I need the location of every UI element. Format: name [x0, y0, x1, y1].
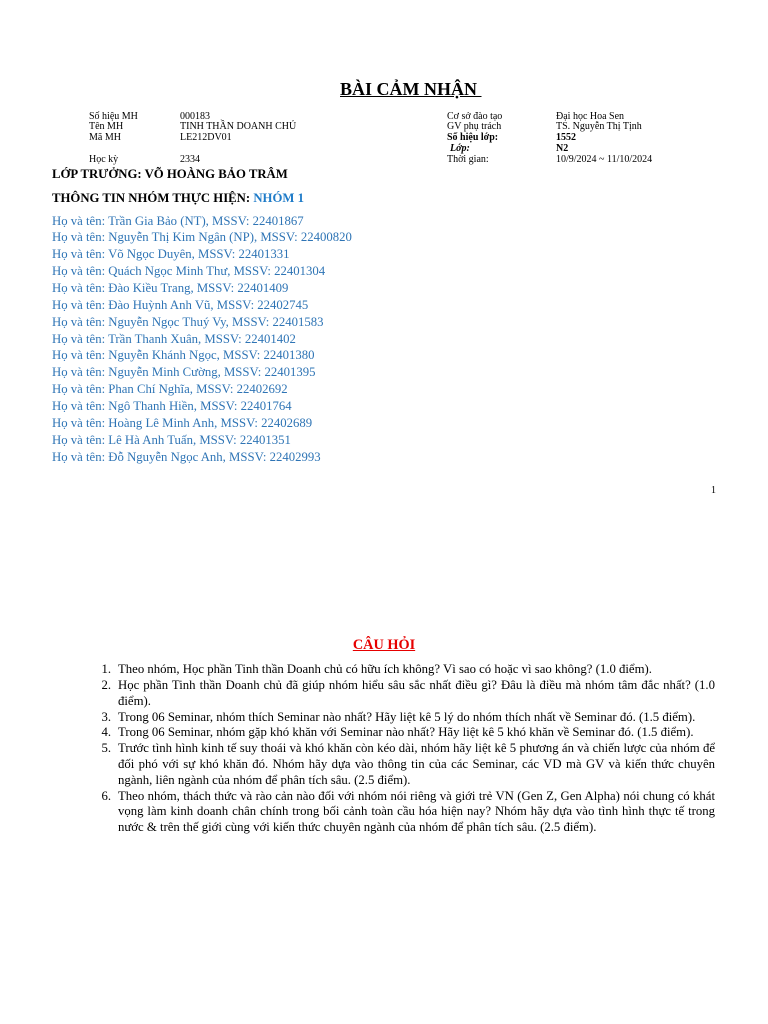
info-value: 2334 [180, 153, 200, 165]
course-info-left [89, 112, 296, 166]
question-text: Theo nhóm, thách thức và rào cản nào đối với nhóm nói riêng và giới trẻ VN (Gen Z, Gen Alpha) nói chung có khát vọng làm kinh doanh chân chính trong bối cảnh toàn cầu hóa hiện nay? Nhóm hãy dựa vào tình hình thực tế trong nước & trên thế giới cùng với kiến thức chuyên ngành của nhóm để phân tích sâu. (2.5 điểm). [118, 788, 715, 835]
question-number: 1. [101, 662, 111, 677]
info-label: Số hiệu lớp: [447, 132, 499, 144]
question-number: 5. [101, 741, 111, 756]
member-list [52, 213, 352, 466]
member-row: Họ và tên: Nguyễn Khánh Ngọc, MSSV: 22401380 [52, 348, 315, 363]
question-item [101, 709, 715, 726]
info-label: Mã MH [89, 132, 121, 144]
info-value: 1552 [556, 132, 576, 144]
info-row-period [447, 155, 652, 166]
info-label: Tên MH [89, 121, 124, 133]
info-value: Đại học Hoa Sen [556, 110, 625, 122]
class-leader: LỚP TRƯỞNG: VÕ HOÀNG BẢO TRÂM [52, 167, 288, 181]
question-text: Theo nhóm, Học phần Tinh thần Doanh chủ có hữu ích không? Vì sao có hoặc vì sao không? (1.0 điểm). [118, 662, 652, 677]
member-row: Họ và tên: Trần Gia Bảo (NT), MSSV: 22401867 [52, 213, 304, 228]
question-list [101, 662, 715, 836]
info-label: Học kỳ [89, 153, 119, 165]
group-heading-label: THÔNG TIN NHÓM THỰC HIỆN: [52, 191, 251, 205]
question-item [101, 788, 715, 836]
question-number: 2. [101, 677, 111, 692]
questions-heading: CÂU HỎI [352, 637, 416, 653]
question-item [101, 677, 715, 710]
question-number: 4. [101, 725, 111, 740]
member-row: Họ và tên: Võ Ngọc Duyên, MSSV: 22401331 [52, 247, 290, 262]
member-row: Họ và tên: Đào Kiều Trang, MSSV: 22401409 [52, 281, 289, 296]
question-number: 6. [101, 788, 111, 803]
group-name: NHÓM 1 [253, 191, 304, 205]
group-heading [52, 190, 304, 206]
question-number: 3. [101, 709, 111, 724]
member-row: Họ và tên: Ngô Thanh Hiền, MSSV: 22401764 [52, 399, 292, 414]
question-text: Học phần Tinh thần Doanh chủ đã giúp nhóm hiểu sâu sắc nhất điều gì? Đâu là điều mà nhóm tâm đắc nhất? (1.0 điểm). [118, 677, 715, 708]
question-item [101, 741, 715, 788]
member-row: Họ và tên: Đào Huỳnh Anh Vũ, MSSV: 22402745 [52, 297, 309, 312]
info-value: N2 [556, 142, 569, 154]
question-item [101, 662, 715, 678]
info-label: Thời gian: [447, 153, 489, 165]
question-item [101, 725, 715, 741]
info-value: TS. Nguyễn Thị Tịnh [556, 121, 642, 133]
member-row: Họ và tên: Nguyễn Thị Kim Ngân (NP), MSSV: 22400820 [52, 230, 352, 245]
page-number: 1 [711, 485, 716, 496]
info-label: Lớp: [450, 142, 470, 154]
member-row: Họ và tên: Phan Chí Nghĩa, MSSV: 22402692 [52, 382, 288, 397]
info-label: GV phụ trách [447, 121, 502, 133]
info-row-semester [89, 155, 296, 166]
member-row: Họ và tên: Đỗ Nguyễn Ngọc Anh, MSSV: 22402993 [52, 449, 321, 464]
question-text: Trước tình hình kinh tế suy thoái và khó khăn còn kéo dài, nhóm hãy liệt kê 5 phương án và chiến lược của nhóm để đối phó với sự khó khăn đó. Nhóm hãy dựa vào thông tin của các Seminar, các VD mà GV và kiến thức chuyên ngành, liên ngành của nhóm để phân tích sâu. (2.5 điểm). [118, 741, 715, 787]
info-value: 10/9/2024 ~ 11/10/2024 [556, 153, 653, 165]
course-info-right [447, 112, 652, 166]
info-label: Cơ sở đào tạo [447, 110, 503, 122]
info-label: Số hiệu MH [89, 110, 138, 122]
member-row: Họ và tên: Hoàng Lê Minh Anh, MSSV: 22402689 [52, 415, 313, 430]
member-row: Họ và tên: Trần Thanh Xuân, MSSV: 22401402 [52, 331, 296, 346]
member-row: Họ và tên: Lê Hà Anh Tuấn, MSSV: 22401351 [52, 432, 291, 447]
info-value: TINH THẦN DOANH CHỦ [180, 121, 297, 133]
document-title: BÀI CẢM NHẬN [340, 79, 477, 99]
info-value: LE212DV01 [180, 132, 232, 144]
question-text: Trong 06 Seminar, nhóm gặp khó khăn với Seminar nào nhất? Hãy liệt kê 5 khó khăn về Seminar đó. (1.5 điểm). [118, 725, 694, 740]
question-text: Trong 06 Seminar, nhóm thích Seminar nào nhất? Hãy liệt kê 5 lý do nhóm thích nhất về Seminar đó. (1.5 điểm). [118, 709, 696, 724]
member-row: Họ và tên: Nguyễn Ngọc Thuý Vy, MSSV: 22401583 [52, 314, 324, 329]
info-row-course-code [89, 133, 296, 144]
member-row: Họ và tên: Nguyễn Minh Cường, MSSV: 22401395 [52, 365, 316, 380]
member-row: Họ và tên: Quách Ngọc Minh Thư, MSSV: 22401304 [52, 264, 326, 279]
info-row-class-number [447, 133, 652, 144]
info-value: 000183 [180, 110, 210, 122]
